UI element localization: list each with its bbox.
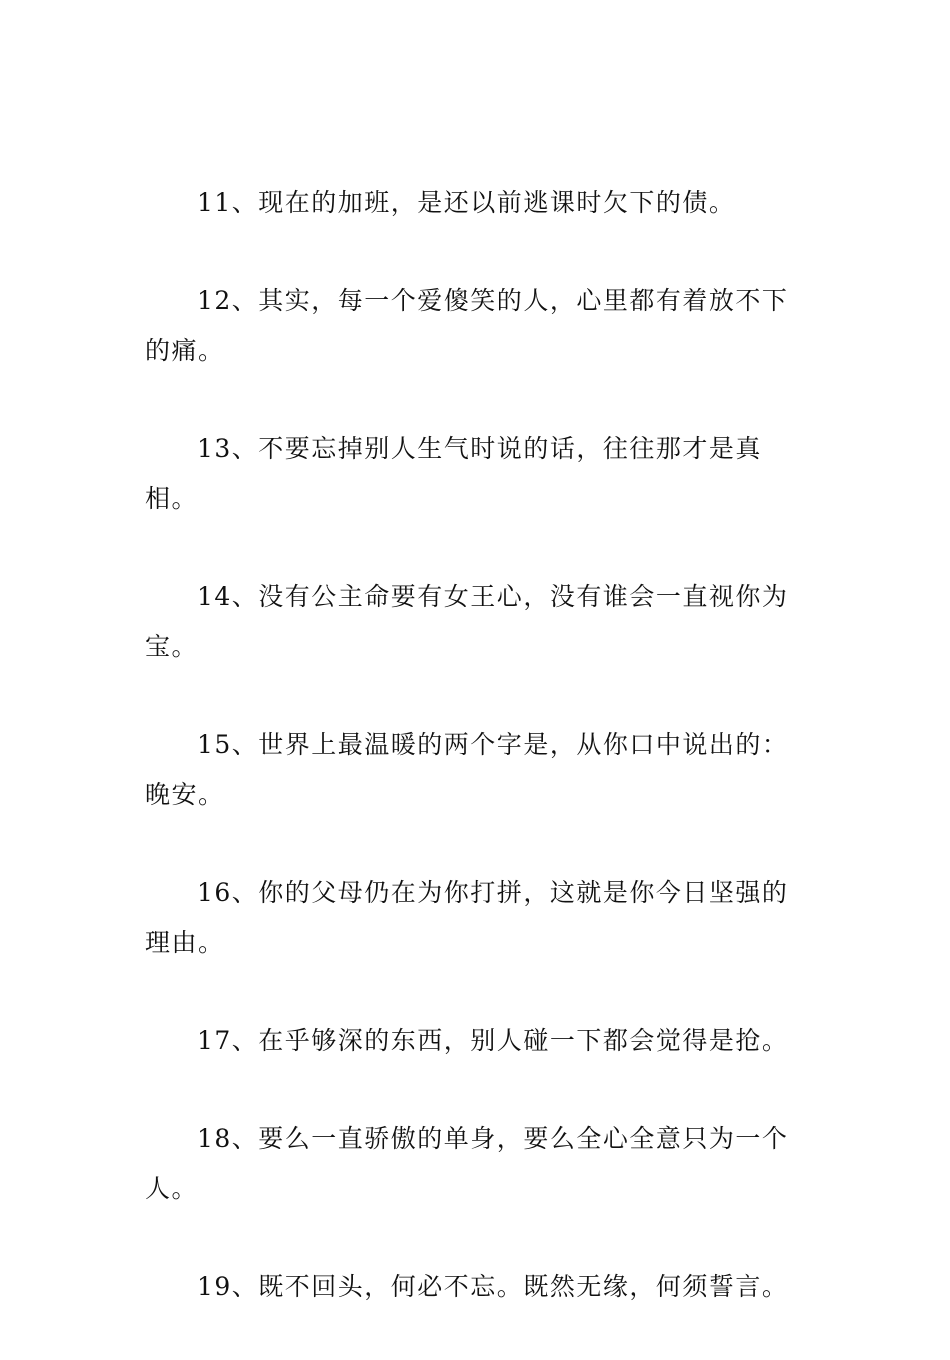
paragraph-18: 18、要么一直骄傲的单身，要么全心全意只为一个人。	[145, 1124, 789, 1203]
document-body	[145, 178, 807, 1360]
paragraph-16: 16、你的父母仍在为你打拼，这就是你今日坚强的理由。	[145, 878, 789, 957]
paragraph-14: 14、没有公主命要有女王心，没有谁会一直视你为宝。	[145, 582, 789, 661]
paragraph-17: 17、在乎够深的东西，别人碰一下都会觉得是抢。	[197, 1026, 789, 1055]
paragraph-15: 15、世界上最温暖的两个字是，从你口中说出的：晚安。	[145, 730, 789, 809]
paragraph-11: 11、现在的加班，是还以前逃课时欠下的债。	[197, 188, 736, 217]
paragraph-12: 12、其实，每一个爱傻笑的人，心里都有着放不下的痛。	[145, 286, 789, 365]
paragraph-13: 13、不要忘掉别人生气时说的话，往往那才是真相。	[145, 434, 762, 513]
paragraph-19: 19、既不回头，何必不忘。既然无缘，何须誓言。	[197, 1272, 789, 1301]
